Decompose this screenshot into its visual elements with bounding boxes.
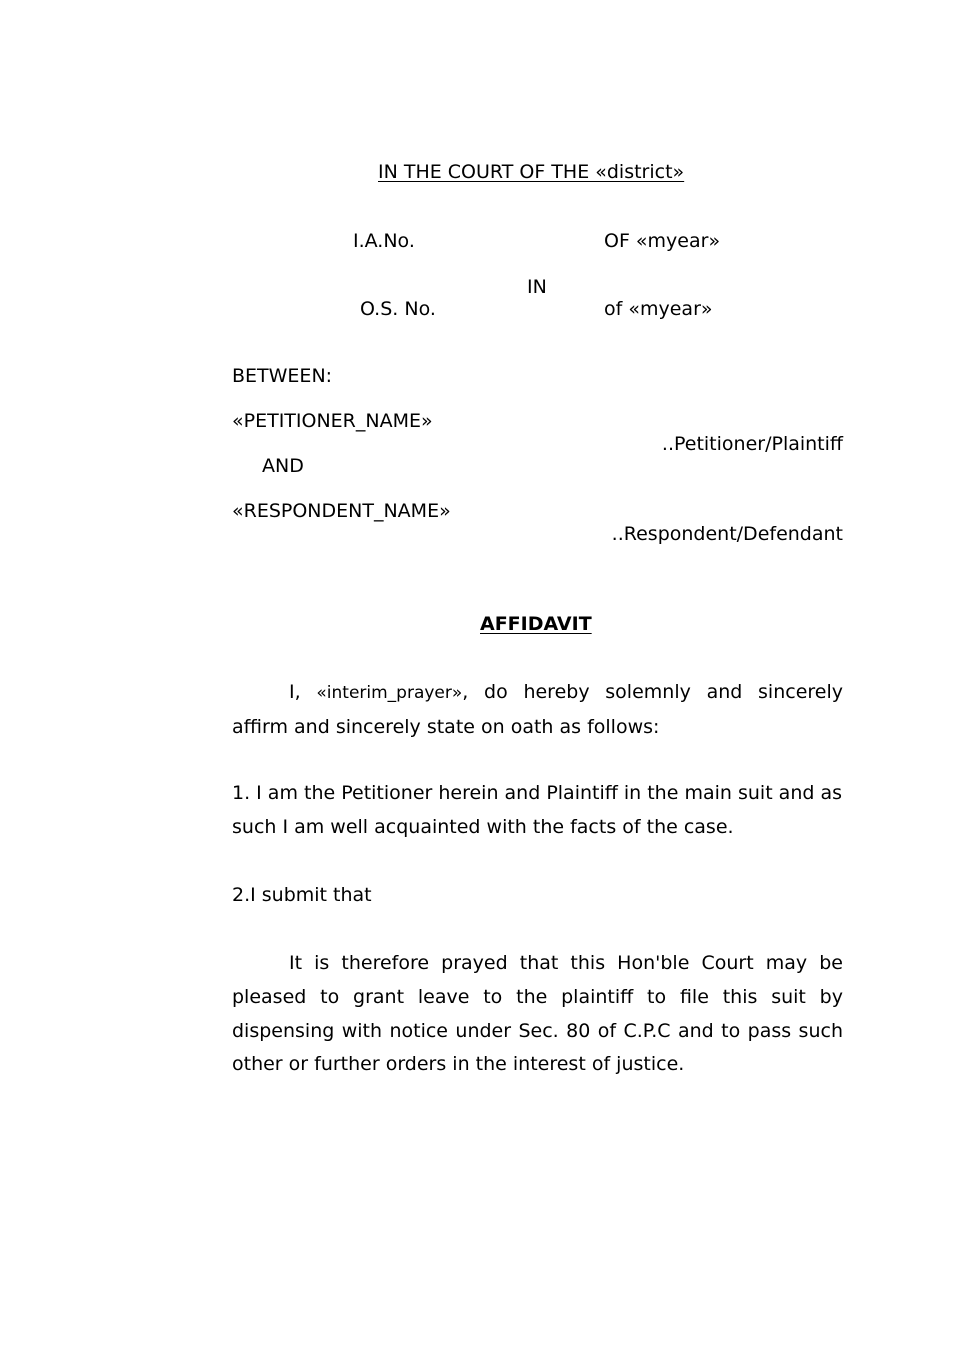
respondent-name: «RESPONDENT_NAME»	[232, 500, 451, 522]
statement-point-2: 2.I submit that	[232, 884, 372, 906]
affidavit-intro	[232, 676, 843, 745]
petitioner-name: «PETITIONER_NAME»	[232, 410, 433, 432]
affidavit-title: AFFIDAVIT	[480, 613, 592, 635]
in-label: IN	[527, 276, 547, 298]
os-year: of «myear»	[604, 298, 713, 320]
petitioner-role: ..Petitioner/Plaintiff	[661, 433, 843, 455]
intro-field: «interim_prayer»	[316, 683, 463, 703]
intro-prefix: I,	[289, 681, 317, 703]
between-label: BETWEEN:	[232, 365, 333, 387]
intro-suffix: , do hereby solemnly and sincerely affirm and sincerely state on oath as follows:	[232, 681, 843, 738]
and-label: AND	[262, 455, 304, 477]
court-title: IN THE COURT OF THE «district»	[378, 161, 685, 183]
prayer-paragraph: It is therefore prayed that this Hon'ble Court may be pleased to grant leave to the plaintiff to file this suit by dispensing with notice under Sec. 80 of C.P.C and to pass such other or further orders in the interest of justice.	[232, 952, 843, 1076]
os-no-label: O.S. No.	[360, 298, 436, 320]
ia-year: OF «myear»	[604, 230, 721, 252]
statement-point-1: 1. I am the Petitioner herein and Plaintiff in the main suit and as such I am well acquainted with the facts of the case.	[232, 782, 843, 838]
ia-no-label: I.A.No.	[353, 230, 415, 252]
respondent-role: ..Respondent/Defendant	[611, 523, 843, 545]
